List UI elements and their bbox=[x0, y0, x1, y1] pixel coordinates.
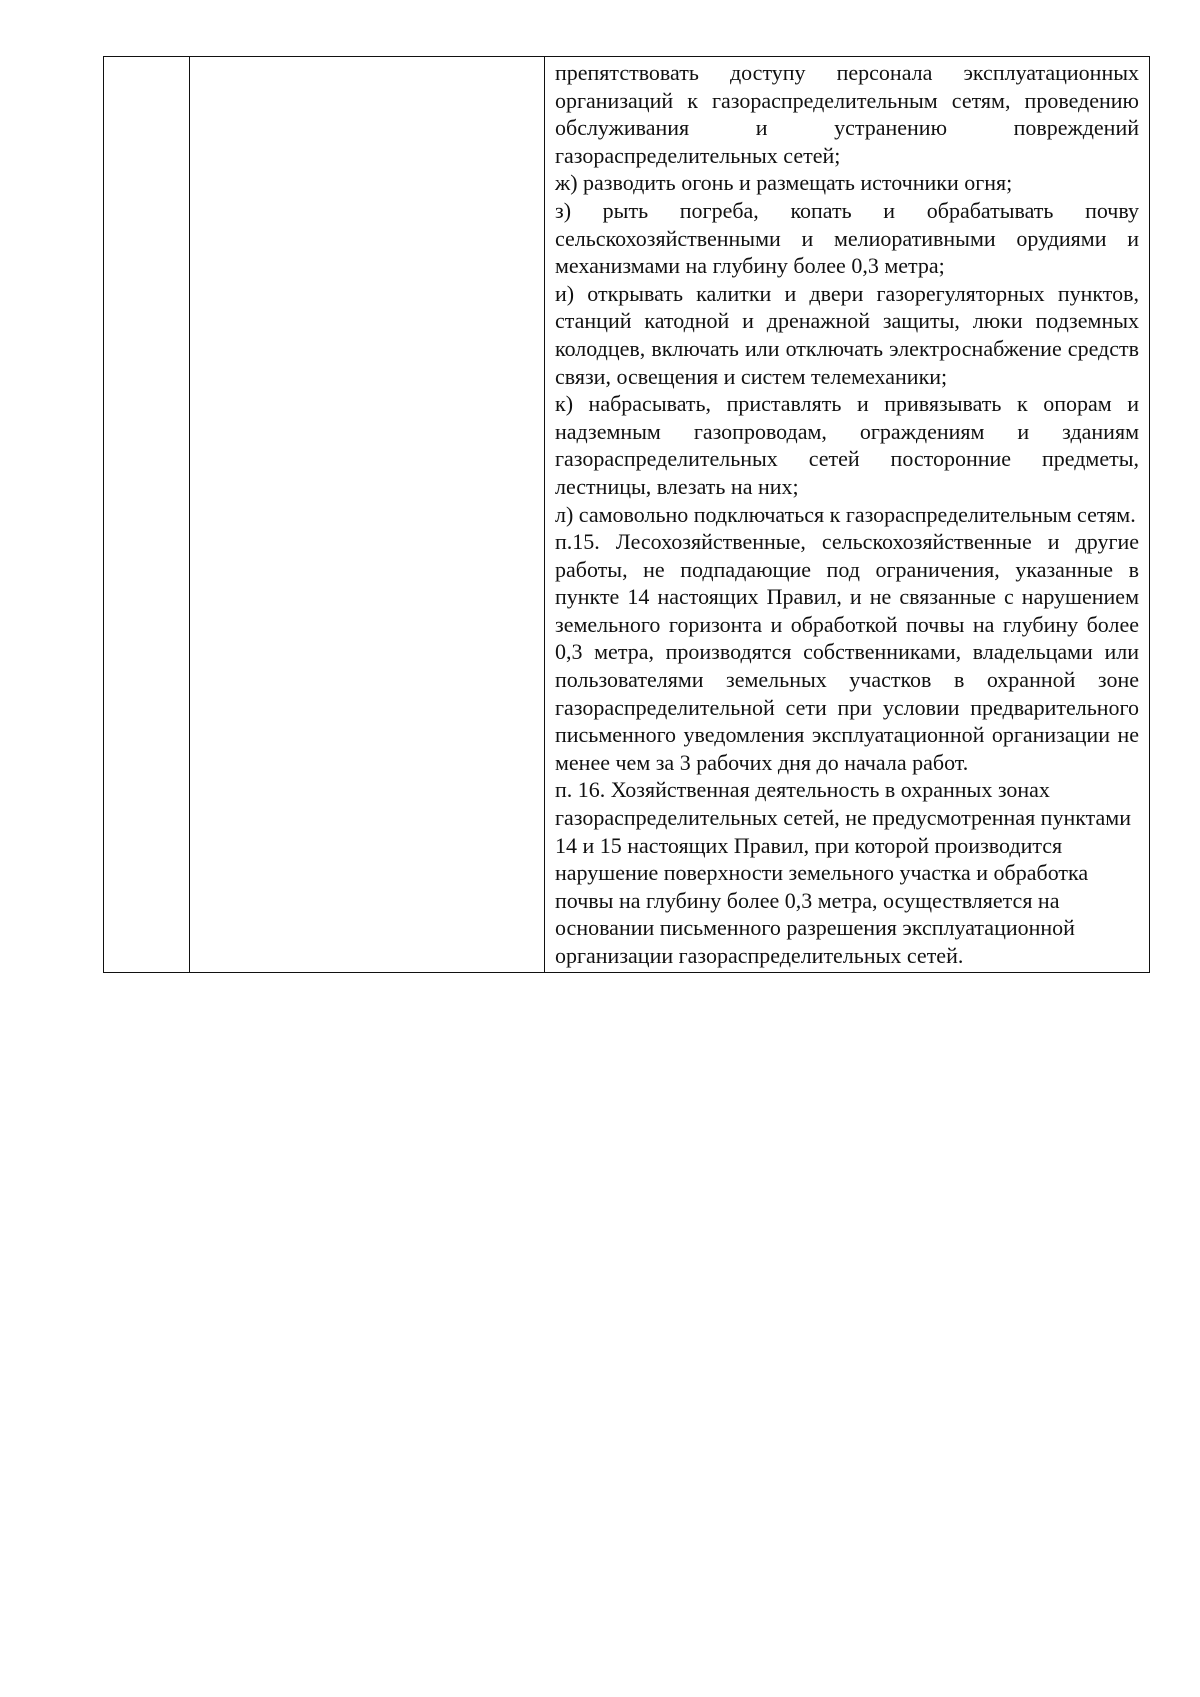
paragraph-clause-16: п. 16. Хозяйственная деятельность в охранных зонах газораспределительных сетей, не предусмотренная пунктами 14 и 15 настоящих Правил, при которой производится нарушение поверхности земельного участка и обработка почвы на глубину более 0,3 метра, осуществляется на основании письменного разрешения эксплуатационной организации газораспределительных сетей. bbox=[555, 777, 1131, 968]
table-cell-number bbox=[104, 57, 190, 973]
table-row bbox=[104, 57, 1150, 973]
paragraph-item-zh: ж) разводить огонь и размещать источники огня; bbox=[555, 170, 1013, 196]
table-cell-title bbox=[190, 57, 545, 973]
paragraph-item-k: к) набрасывать, приставлять и привязывать к опорам и надземным газопроводам, ограждениям и зданиям газораспределительных сетей посторонние предметы, лестницы, влезать на них; bbox=[555, 391, 1139, 499]
paragraph-item-l: л) самовольно подключаться к газораспределительным сетям. bbox=[555, 501, 1136, 527]
cell-title-text bbox=[190, 57, 544, 61]
cell-number-text bbox=[104, 57, 189, 61]
table-cell-content bbox=[545, 57, 1150, 973]
paragraph-clause-15: п.15. Лесохозяйственные, сельскохозяйственные и другие работы, не подпадающие под ограничения, указанные в пункте 14 настоящих Правил, и не связанные с нарушением земельного горизонта и обработкой почвы на глубину более 0,3 метра, производятся собственниками, владельцами или пользователями земельных участков в охранной зоне газораспределительной сети при условии предварительного письменного уведомления эксплуатационной организации не менее чем за 3 рабочих дня до начала работ. bbox=[555, 529, 1139, 775]
regulations-table bbox=[103, 56, 1150, 973]
cell-content-text bbox=[545, 57, 1149, 972]
paragraph-item-i: и) открывать калитки и двери газорегуляторных пунктов, станций катодной и дренажной защиты, люки подземных колодцев, включать или отключать электроснабжение средств связи, освещения и систем телемеханики; bbox=[555, 280, 1139, 389]
paragraph-item-z: з) рыть погреба, копать и обрабатывать почву сельскохозяйственными и мелиоративными орудиями и механизмами на глубину более 0,3 метра; bbox=[555, 197, 1139, 279]
paragraph-access-obstruction: препятствовать доступу персонала эксплуатационных организаций к газораспределительным сетям, проведению обслуживания и устранению повреждений газораспределительных сетей; bbox=[555, 60, 1139, 168]
